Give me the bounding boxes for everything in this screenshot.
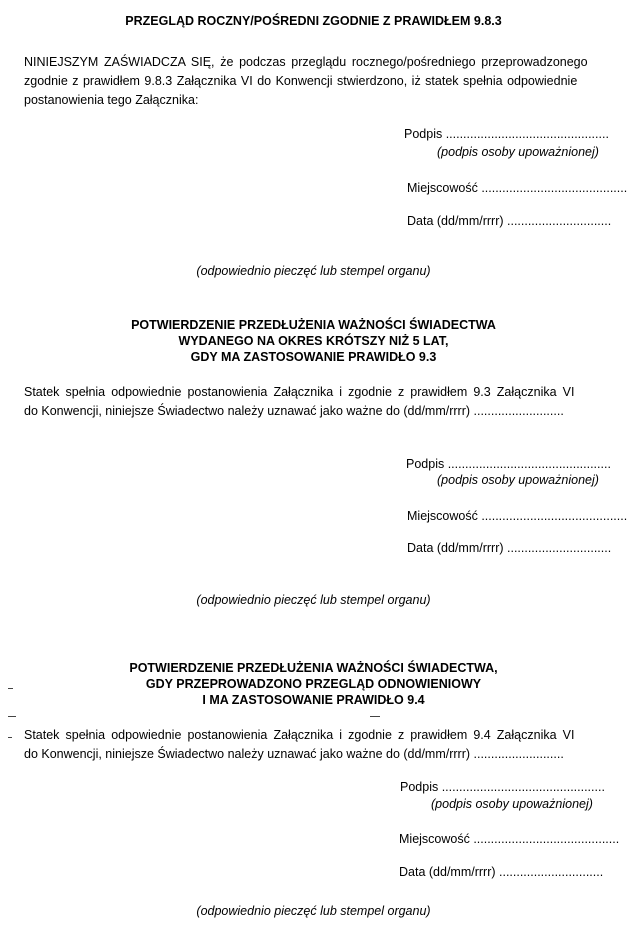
scan-artifact-mark [8, 737, 12, 738]
section1-signature-line: Podpis ............................................... [404, 127, 609, 141]
section2-text-line: Statek spełnia odpowiednie postanowienia Załącznika i zgodnie z prawidłem 9.3 Załącznika VI [24, 385, 575, 399]
section1-signature-caption: (podpis osoby upoważnionej) [437, 145, 599, 159]
section1-text-line: NINIEJSZYM ZAŚWIADCZA SIĘ, że podczas przeglądu rocznego/pośredniego przeprowadzonego [24, 55, 588, 69]
section3-signature-caption: (podpis osoby upoważnionej) [431, 797, 593, 811]
section2-date-line: Data (dd/mm/rrrr) .............................. [407, 541, 612, 555]
section3-text-line: Statek spełnia odpowiednie postanowienia Załącznika i zgodnie z prawidłem 9.4 Załącznika VI [24, 728, 575, 742]
section2-title-line: GDY MA ZASTOSOWANIE PRAWIDŁO 9.3 [190, 350, 437, 364]
section1-place-line: Miejscowość .......................................... [407, 181, 627, 195]
scan-artifact-mark [370, 716, 380, 717]
section3-title-line: GDY PRZEPROWADZONO PRZEGLĄD ODNOWIENIOWY [145, 677, 482, 691]
scan-artifact-mark [8, 716, 16, 717]
section1-text-line: postanowienia tego Załącznika: [24, 93, 199, 107]
section2-title-line: POTWIERDZENIE PRZEDŁUŻENIA WAŻNOŚCI ŚWIADECTWA [131, 318, 496, 332]
section3-stamp-caption: (odpowiednio pieczęć lub stempel organu) [196, 904, 431, 918]
section2-stamp-caption: (odpowiednio pieczęć lub stempel organu) [196, 593, 431, 607]
scan-artifact-mark [8, 688, 13, 689]
section1-title: PRZEGLĄD ROCZNY/POŚREDNI ZGODNIE Z PRAWIDŁEM 9.8.3 [125, 14, 502, 28]
section2-text-line: do Konwencji, niniejsze Świadectwo należy uznawać jako ważne do (dd/mm/rrrr) .......................... [24, 404, 564, 418]
section2-paragraph [24, 383, 606, 421]
section1-date-line: Data (dd/mm/rrrr) .............................. [407, 214, 612, 228]
section2-place-line: Miejscowość .......................................... [407, 509, 627, 523]
section3-title-line: I MA ZASTOSOWANIE PRAWIDŁO 9.4 [202, 693, 425, 707]
section2-signature-line: Podpis ............................................... [406, 457, 611, 471]
section2-signature-caption: (podpis osoby upoważnionej) [437, 473, 599, 487]
section1-text-line: zgodnie z prawidłem 9.8.3 Załącznika VI do Konwencji stwierdzono, iż statek spełnia odpowiednie [24, 74, 578, 88]
section1-paragraph [24, 53, 606, 110]
section3-place-line: Miejscowość .......................................... [399, 832, 620, 846]
section1-stamp-caption: (odpowiednio pieczęć lub stempel organu) [196, 264, 431, 278]
section3-paragraph [24, 726, 606, 764]
section3-signature-line: Podpis ............................................... [400, 780, 605, 794]
section2-title-line: WYDANEGO NA OKRES KRÓTSZY NIŻ 5 LAT, [178, 334, 449, 348]
section3-date-line: Data (dd/mm/rrrr) .............................. [399, 865, 604, 879]
section3-text-line: do Konwencji, niniejsze Świadectwo należy uznawać jako ważne do (dd/mm/rrrr) .......................... [24, 747, 564, 761]
section3-title-line: POTWIERDZENIE PRZEDŁUŻENIA WAŻNOŚCI ŚWIADECTWA, [129, 661, 498, 675]
